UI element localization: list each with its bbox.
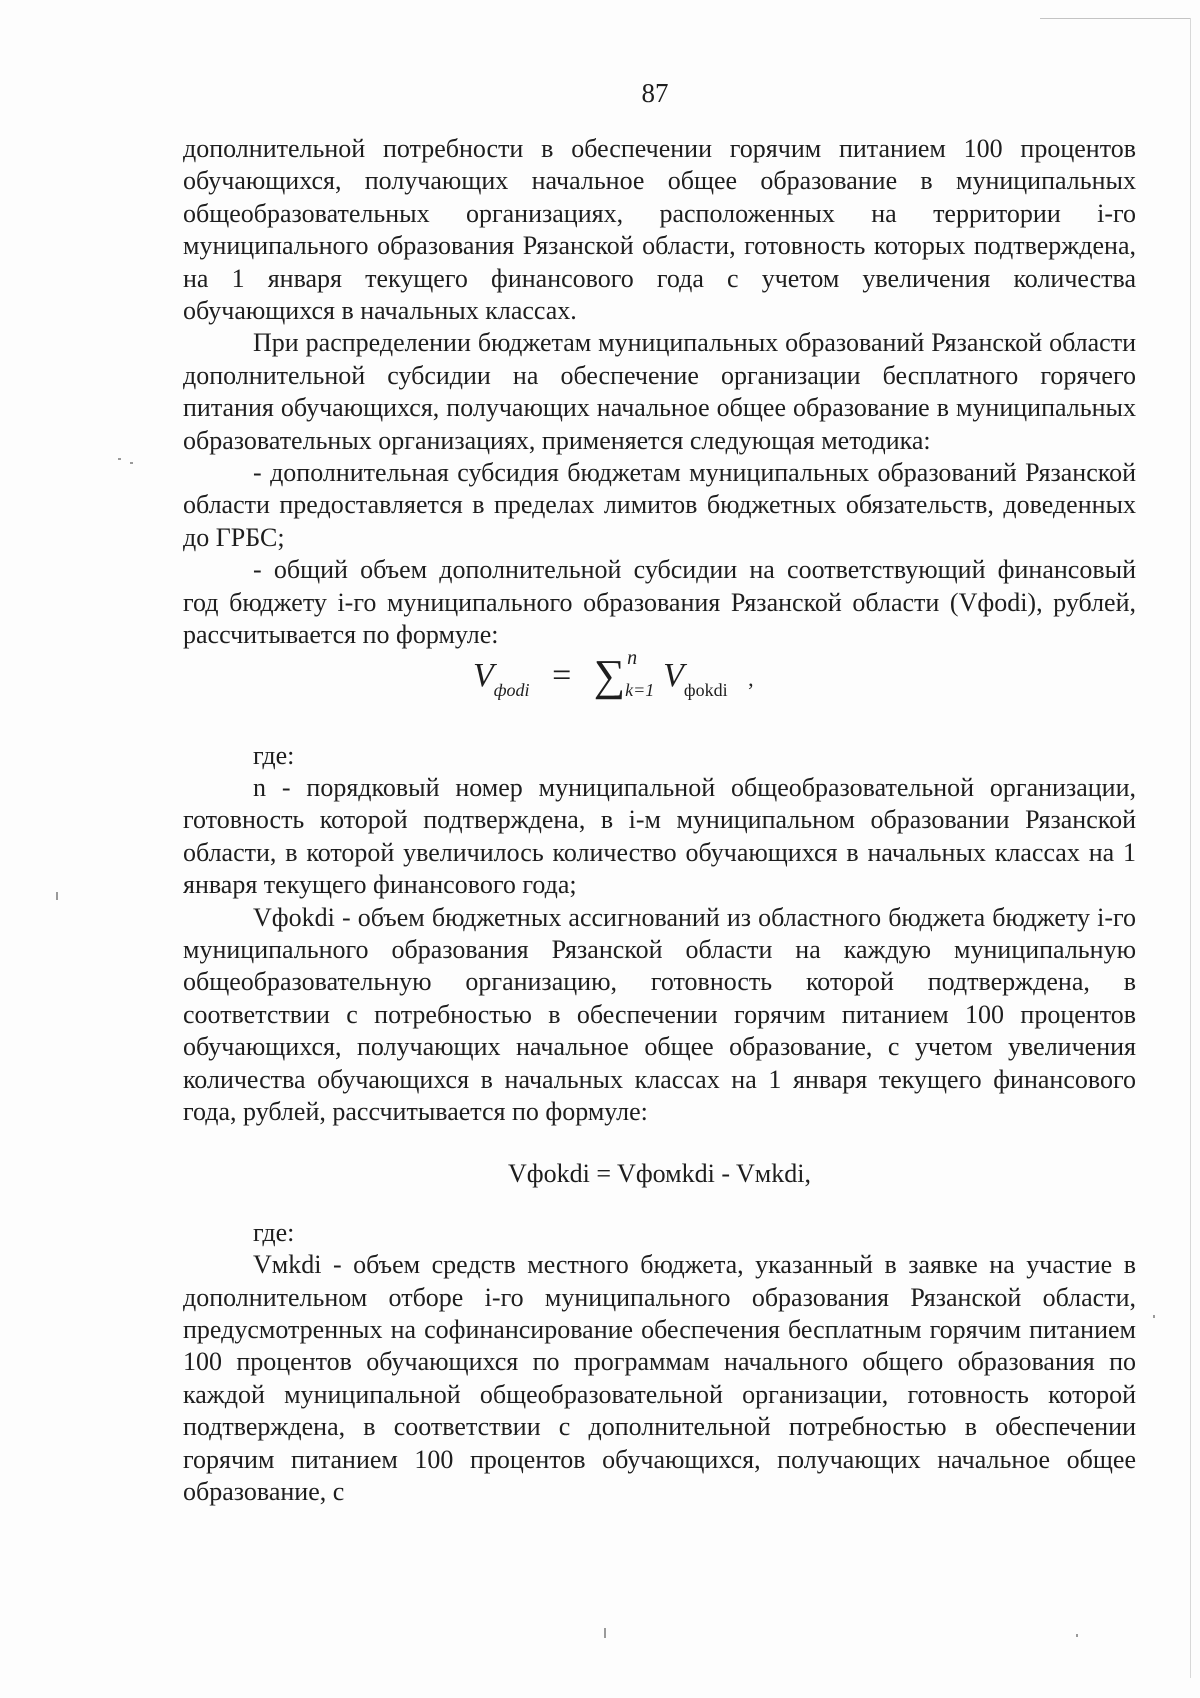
- document-body: [183, 133, 1136, 1508]
- page-number: 87: [641, 78, 669, 108]
- paragraph-definition-vmkdi: Vмkdi - объем средств местного бюджета, указанный в заявке на участие в дополнительном отборе i-го муниципального образования Рязанской области, предусмотренных на софинансирование обеспечения бесплатным горячим питанием 100 процентов обучающихся по программам начального общего образования по каждой муниципальной общеобразовательной организации, готовность которой подтверждена, в соответствии с дополнительной потребностью в обеспечении горячим питанием 100 процентов обучающихся, получающих начальное общее образование, с: [183, 1250, 1136, 1507]
- formula-trailing-comma: ,: [748, 665, 754, 691]
- formula-sum-lower: k=1: [625, 679, 655, 700]
- formula-rhs-var: V: [663, 656, 684, 694]
- scan-artifact-right-line: [1190, 18, 1191, 1678]
- paragraph-definition-n: n - порядковый номер муниципальной общеобразовательной организации, готовность которой подтверждена, в i-м муниципальном образовании Рязанской области, в которой увеличилось количество обучающихся в начальных классах на 1 января текущего финансового года;: [183, 772, 1136, 900]
- formula-total-subsidy: [183, 646, 1136, 738]
- paragraph-continuation: дополнительной потребности в обеспечении горячим питанием 100 процентов обучающихся, получающих начальное общее образование в муниципальных общеобразовательных организациях, расположенных на территории i-го муниципального образования Рязанской области, готовность которых подтверждена, на 1 января текущего финансового года с учетом увеличения количества обучающихся в начальных классах.: [183, 134, 1136, 326]
- paragraph-list-item-total-volume: - общий объем дополнительной субсидии на соответствующий финансовый год бюджету i-го муниципального образования Рязанской области (Vфodi), рублей, рассчитывается по формуле:: [183, 555, 1136, 650]
- formula-lhs-sub: фodi: [493, 679, 530, 700]
- paragraph-distribution-method: При распределении бюджетам муниципальных образований Рязанской области дополнительной субсидии на обеспечение организации бесплатного горячего питания обучающихся, получающих начальное общее образование в муниципальных образовательных организациях, применяется следующая методика:: [183, 328, 1136, 455]
- scan-artifact-top-line: [1040, 18, 1190, 19]
- scan-artifact-dot: [604, 1628, 606, 1638]
- paragraph-definition-vfokdi: Vфokdi - объем бюджетных ассигнований из областного бюджета бюджету i-го муниципального образования Рязанской области на каждую муниципальную общеобразовательную организацию, готовность которой подтверждена, в соответствии с потребностью в обеспечении горячим питанием 100 процентов обучающихся, получающих начальное общее образование, с учетом увеличения количества обучающихся в начальных классах на 1 января текущего финансового года, рублей, рассчитывается по формуле:: [183, 902, 1136, 1126]
- where-label-2: где:: [253, 1217, 295, 1247]
- scan-artifact-dot: [130, 462, 133, 464]
- formula-lhs-var: V: [473, 656, 494, 694]
- formula-rhs-sub: фokdi: [683, 679, 728, 700]
- scan-artifact-dot: [56, 892, 58, 900]
- paragraph-list-item-limits: - дополнительная субсидия бюджетам муниципальных образований Рязанской области предоставляется в пределах лимитов бюджетных обязательств, доведенных до ГРБС;: [183, 458, 1136, 552]
- scan-artifact-dot: [118, 458, 121, 460]
- formula-sum-symbol: ∑: [593, 650, 626, 700]
- scan-artifact-dot: [1076, 1634, 1078, 1637]
- formula-vfokdi: Vфokdi = Vфомkdi - Vмkdi,: [508, 1159, 811, 1189]
- scan-artifact-dot: [1153, 1315, 1155, 1318]
- formula-equals: =: [552, 656, 572, 694]
- formula-sum-upper: n: [627, 646, 638, 669]
- where-label-1: где:: [253, 740, 295, 770]
